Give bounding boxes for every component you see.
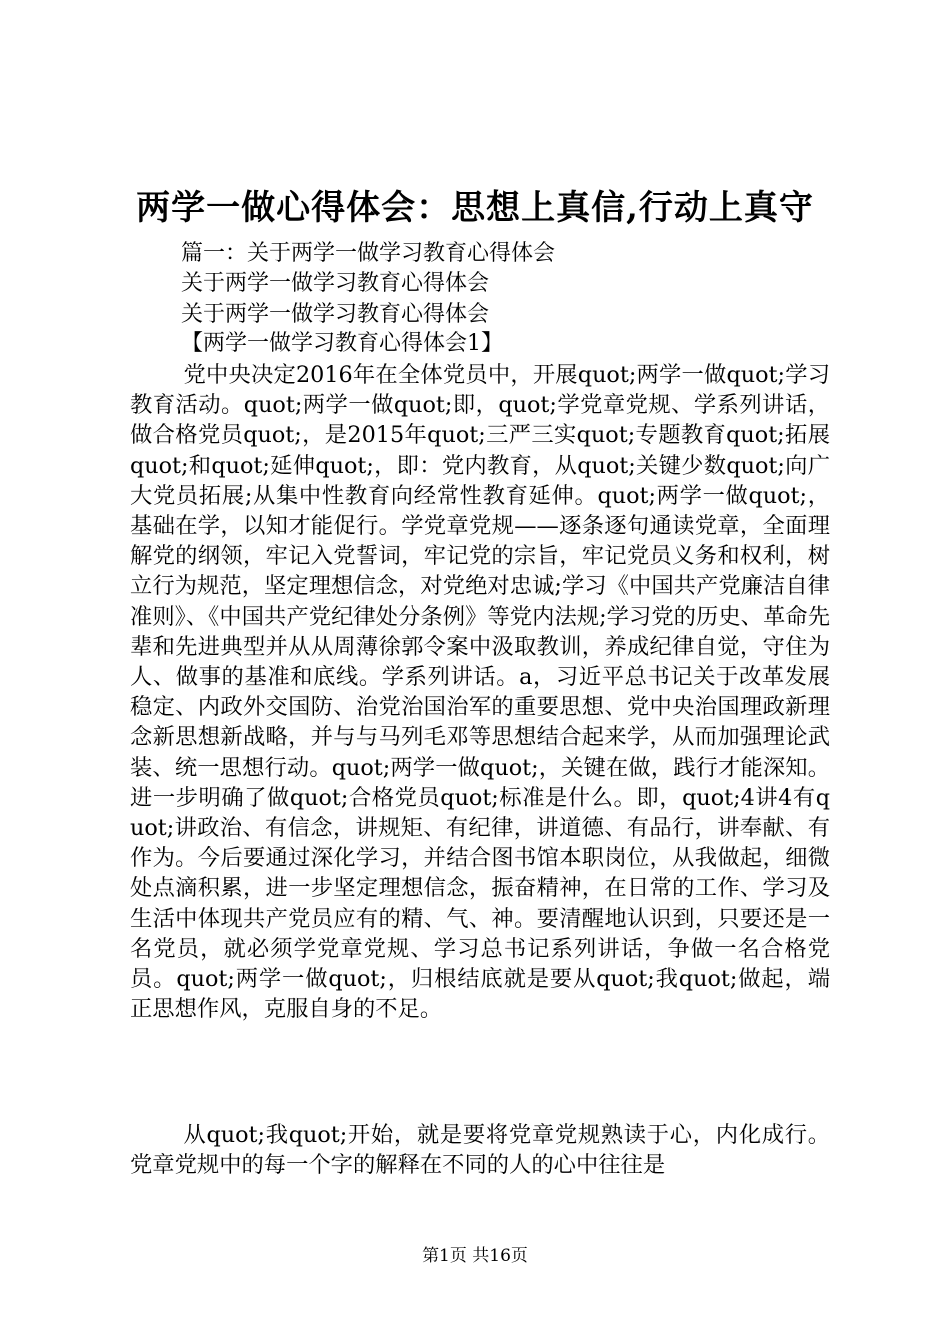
body-paragraph: 从quot;我quot;开始，就是要将党章党规熟读于心，内化成行。党章党规中的每一个字的解释在不同的人的心中往往是 bbox=[130, 1122, 830, 1179]
page-number: 第1页 共16页 bbox=[422, 1246, 528, 1266]
body-paragraph: 党中央决定2016年在全体党员中，开展quot;两学一做quot;学习教育活动。quot;两学一做quot;即，quot;学党章党规、学系列讲话，做合格党员quot;，是2015年quot;三严三实quot;专题教育quot;拓展quot;和quot;延伸quot;，即：党内教育，从quot;关键少数quot;向广大党员拓展;从集中性教育向经常性教育延伸。quot;两学一做quot;，基础在学，以知才能促行。学党章党规——逐条逐句通读党章，全面理解党的纲领，牢记入党誓词，牢记党的宗旨，牢记党员义务和权利，树立行为规范，坚定理想信念，对党绝对忠诚;学习《中国共产党廉洁自律准则》、《中国共产党纪律处分条例》等党内法规;学习党的历史、革命先辈和先进典型并从从周薄徐郭令案中汲取教训，养成纪律自觉，守住为人、做事的基准和底线。学系列讲话。a，习近平总书记关于改革发展稳定、内政外交国防、治党治国治军的重要思想、党中央治国理政新理念新思想新战略，并与与马列毛邓等思想结合起来学，从而加强理论武装、统一思想行动。quot;两学一做quot;，关键在做，践行才能深知。进一步明确了做quot;合格党员quot;标准是什么。即，quot;4讲4有quot;讲政治、有信念，讲规矩、有纪律，讲道德、有品行，讲奉献、有作为。今后要通过深化学习，并结合图书馆本职岗位，从我做起，细微处点滴积累，进一步坚定理想信念，振奋精神，在日常的工作、学习及生活中体现共产党员应有的精、气、神。要清醒地认识到，只要还是一名党员，就必须学党章党规、学习总书记系列讲话，争做一名合格党员。quot;两学一做quot;，归根结底就是要从quot;我quot;做起，端正思想作风，克服自身的不足。 bbox=[130, 362, 830, 1023]
section-heading: 篇一：关于两学一做学习教育心得体会 bbox=[181, 241, 556, 266]
article-label: 【两学一做学习教育心得体会1】 bbox=[181, 331, 503, 356]
document-title: 两学一做心得体会：思想上真信,行动上真守 bbox=[136, 188, 814, 228]
subheading: 关于两学一做学习教育心得体会 bbox=[181, 271, 490, 296]
subheading: 关于两学一做学习教育心得体会 bbox=[181, 302, 490, 327]
